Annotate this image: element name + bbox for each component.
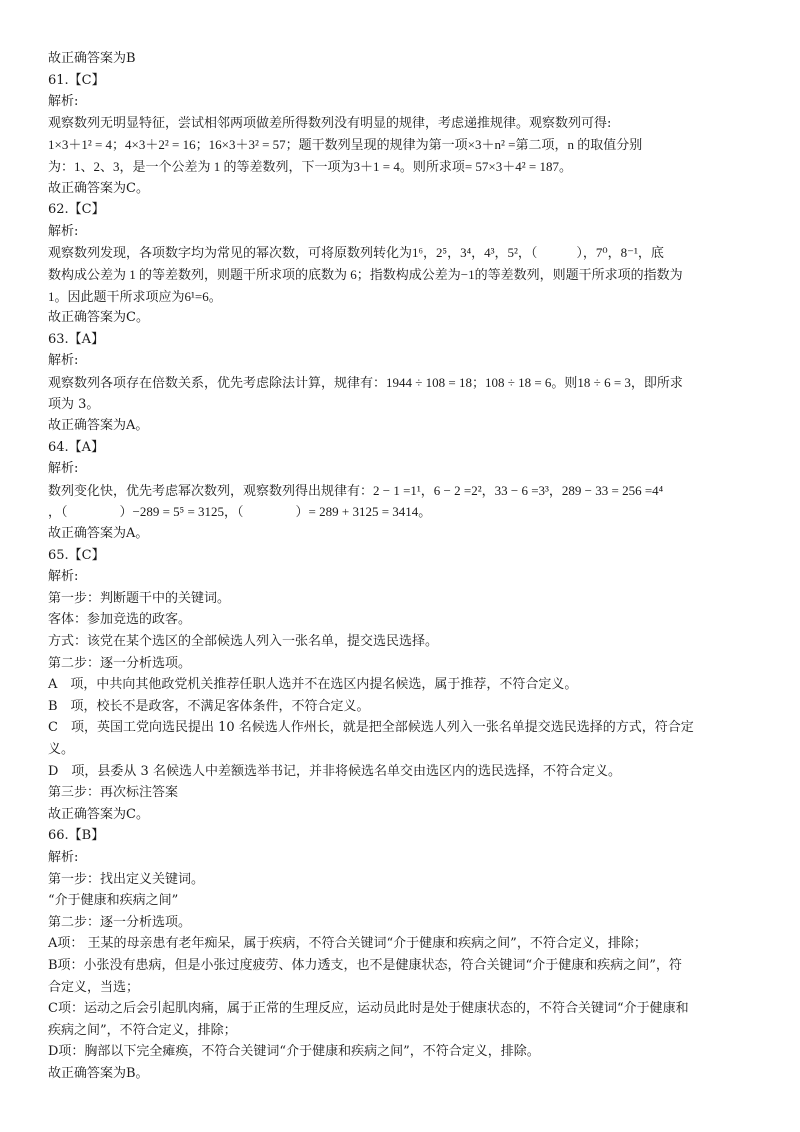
option-line: A 项，中共向其他政党机关推荐任职人选并不在选区内提名候选，属于推荐，不符合定义。 <box>48 677 578 693</box>
option-line: B项：小张没有患病，但是小张过度疲劳、体力透支，也不是健康状态，符合关键词“介于健康和疾病之间”，符 <box>48 957 682 973</box>
formula-line: 1×3＋1² = 4；4×3＋2² = 16；16×3＋3² = 57；题干数列呈现的规律为第一项×3＋n² =第二项，n 的取值分别 <box>48 137 643 153</box>
step-line: 第二步：逐一分析选项。 <box>48 914 192 930</box>
analysis-label: 解析: <box>48 94 79 110</box>
text-line: 客体：参加竞选的政客。 <box>48 612 192 628</box>
question-63-header: 63.【A】 <box>48 331 105 347</box>
answer-line: 故正确答案为A。 <box>48 526 149 542</box>
text-line: 疾病之间”，不符合定义，排除； <box>48 1022 237 1038</box>
answer-line: 故正确答案为C。 <box>48 180 149 196</box>
text-line: 观察数列无明显特征，尝试相邻两项做差所得数列没有明显的规律，考虑递推规律。观察数列可得: <box>48 115 612 131</box>
formula-line: 数列变化快，优先考虑幂次数列，观察数列得出规律有：2 − 1 =1¹，6 − 2 =2²，33 − 6 =3³，289 − 33 = 256 =4⁴ <box>48 482 664 498</box>
analysis-label: 解析: <box>48 223 79 239</box>
answer-line: 故正确答案为C。 <box>48 310 149 326</box>
text-line: 项为 3。 <box>48 396 100 412</box>
formula-line: 数构成公差为 1 的等差数列，则题干所求项的底数为 6；指数构成公差为−1的等差数列，则题干所求项的指数为 <box>48 266 683 282</box>
formula-line: ，（ ）−289 = 5⁵ = 3125，（ ）= 289 + 3125 = 3414。 <box>48 504 432 520</box>
step-line: 第一步：判断题干中的关键词。 <box>48 590 231 606</box>
question-65-header: 65.【C】 <box>48 547 105 563</box>
step-line: 第二步：逐一分析选项。 <box>48 655 192 671</box>
text-line: 方式：该党在某个选区的全部候选人列入一张名单，提交选民选择。 <box>48 634 439 650</box>
text-line: 义。 <box>48 742 75 757</box>
analysis-label: 解析: <box>48 569 79 585</box>
step-line: 第一步：找出定义关键词。 <box>48 871 205 887</box>
analysis-label: 解析: <box>48 353 79 369</box>
formula-line: 为：1、2、3，是一个公差为 1 的等差数列，下一项为3＋1 = 4。则所求项= 57×3＋4² = 187。 <box>48 158 572 174</box>
text-line: 合定义，当选； <box>48 979 140 995</box>
option-line: D 项，县委从 3 名候选人中差额选举书记，并非将候选名单交由选区内的选民选择，不符合定义。 <box>48 763 621 779</box>
question-62-header: 62.【C】 <box>48 202 105 218</box>
option-line: A项： 王某的母亲患有老年痴呆，属于疾病，不符合关键词“介于健康和疾病之间”，不符合定义，排除； <box>48 936 647 952</box>
option-line: D项：胸部以下完全瘫痪，不符合关键词“介于健康和疾病之间”，不符合定义，排除。 <box>48 1044 540 1060</box>
answer-line: 故正确答案为A。 <box>48 418 149 434</box>
answer-line: 故正确答案为C。 <box>48 806 149 822</box>
option-line: C项：运动之后会引起肌肉痛，属于正常的生理反应，运动员此时是处于健康状态的，不符合关键词“介于健康和 <box>48 1001 689 1017</box>
option-line: C 项，英国工党向选民提出 10 名候选人作州长，就是把全部候选人列入一张名单提交选民选择的方式，符合定 <box>48 720 694 736</box>
formula-line: 观察数列发现，各项数字均为常见的幂次数，可将原数列转化为1⁶，2⁵，3⁴，4³，5²，（ ），7⁰，8⁻¹，底 <box>48 245 664 261</box>
analysis-label: 解析: <box>48 461 79 477</box>
answer-line: 故正确答案为B。 <box>48 1065 149 1081</box>
answer-line: 故正确答案为B <box>48 51 136 66</box>
option-line: B 项，校长不是政客，不满足客体条件，不符合定义。 <box>48 698 370 714</box>
question-64-header: 64.【A】 <box>48 439 105 455</box>
formula-line: 观察数列各项存在倍数关系，优先考虑除法计算，规律有：1944 ÷ 108 = 18；108 ÷ 18 = 6。则18 ÷ 6 = 3，即所求 <box>48 374 683 390</box>
step-line: 第三步：再次标注答案 <box>48 785 179 801</box>
formula-line: 1。因此题干所求项应为6¹=6。 <box>48 288 222 304</box>
analysis-label: 解析: <box>48 849 79 865</box>
text-line: “介于健康和疾病之间” <box>48 893 179 909</box>
question-61-header: 61.【C】 <box>48 72 105 88</box>
question-66-header: 66.【B】 <box>48 828 105 844</box>
